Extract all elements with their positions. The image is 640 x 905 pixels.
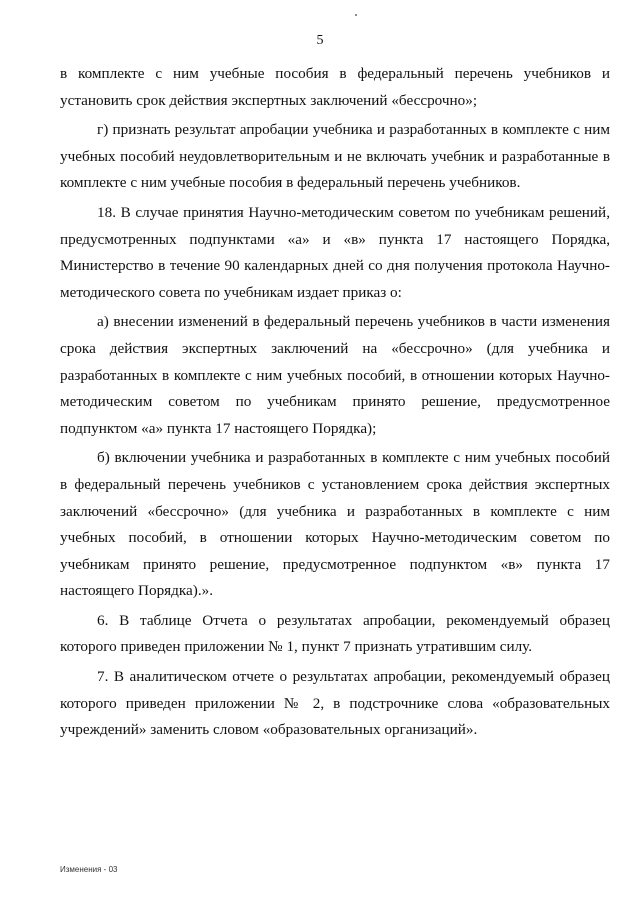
document-body	[60, 61, 610, 744]
paragraph-continuation: в комплекте с ним учебные пособия в федеральный перечень учебников и установить срок действия экспертных заключений «бессрочно»;	[60, 65, 610, 109]
scan-speck	[355, 14, 357, 16]
paragraph-item-18: 18. В случае принятия Научно-методическим советом по учебникам решений, предусмотренных подпунктами «а» и «в» пункта 17 настоящего Порядка, Министерство в течение 90 календарных дней со дня получения протокола Научно-методического совета по учебникам издает приказ о:	[60, 203, 610, 301]
footer-revision-note: Изменения - 03	[60, 865, 118, 874]
paragraph-subitem-b: б) включении учебника и разработанных в комплекте с ним учебных пособий в федеральный перечень учебников с установлением срока действия экспертных заключений «бессрочно» (для учебника и разработанных в комплекте с ним учебных пособий, в отношении которых Научно-методическим советом по учебникам принято решение, предусмотренное подпунктом «в» пункта 17 настоящего Порядка).».	[60, 449, 610, 600]
paragraph-item-6: 6. В таблице Отчета о результатах апробации, рекомендуемый образец которого приведен приложении № 1, пункт 7 признать утратившим силу.	[60, 611, 610, 656]
paragraph-subitem-g: г) признать результат апробации учебника и разработанных в комплекте с ним учебных пособий неудовлетворительным и не включать учебник и разработанные в комплекте с ним учебные пособия в федеральный перечень учебников.	[60, 121, 610, 192]
paragraph-item-7: 7. В аналитическом отчете о результатах апробации, рекомендуемый образец которого приведен приложении № 2, в подстрочнике слова «образовательных учреждений» заменить словом «образовательных организаций».	[60, 668, 610, 739]
paragraph-subitem-a: а) внесении изменений в федеральный перечень учебников в части изменения срока действия экспертных заключений на «бессрочно» (для учебника и разработанных в комплекте с ним учебных пособий, в отношении которых Научно-методическим советом по учебникам принято решение, предусмотренное подпунктом «а» пункта 17 настоящего Порядка);	[60, 313, 610, 437]
page-number: 5	[316, 33, 324, 48]
